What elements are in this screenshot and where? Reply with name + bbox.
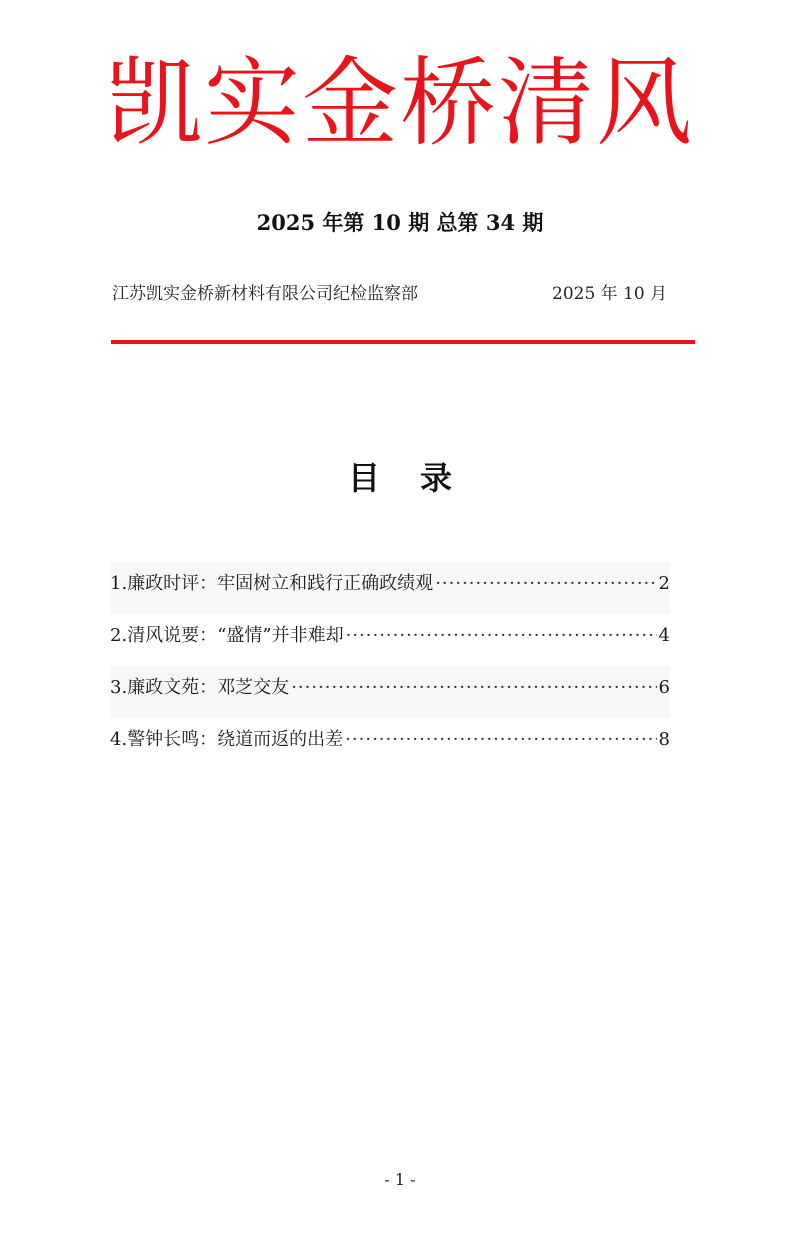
table-of-contents <box>110 562 670 770</box>
toc-heading-char-1: 目 <box>347 459 380 497</box>
toc-entry-number: 3. <box>110 677 128 698</box>
toc-entry-number: 4. <box>110 729 128 750</box>
toc-leader-dots <box>435 562 656 606</box>
toc-entry-2[interactable] <box>110 614 670 666</box>
page-number: - 1 - <box>384 1170 416 1189</box>
toc-entry-number: 2. <box>110 625 128 646</box>
toc-entry-section: 警钟长鸣： <box>127 729 218 750</box>
toc-entry-section: 廉政文苑： <box>127 677 218 698</box>
issue-number: 2025 年第 10 期 总第 34 期 <box>256 210 544 235</box>
toc-heading-char-2: 录 <box>420 459 453 497</box>
toc-entry-section: 清风说要： <box>127 625 218 646</box>
toc-entry-title: “盛情”并非难却 <box>217 625 344 646</box>
publication-date: 2025 年 10 月 <box>552 284 668 304</box>
toc-heading <box>0 456 800 500</box>
toc-entry-page: 6 <box>658 677 670 698</box>
toc-entry-1[interactable] <box>110 562 670 614</box>
toc-entry-page: 2 <box>658 573 670 594</box>
toc-entry-3[interactable] <box>110 666 670 718</box>
publisher-organization: 江苏凯实金桥新材料有限公司纪检监察部 <box>112 284 418 304</box>
toc-leader-dots <box>291 666 656 710</box>
toc-leader-dots <box>346 614 657 658</box>
publication-meta <box>112 280 692 308</box>
toc-entry-page: 4 <box>658 625 670 646</box>
toc-entry-section: 廉政时评： <box>127 573 218 594</box>
header-divider <box>111 340 695 344</box>
toc-entry-number: 1. <box>110 573 128 594</box>
toc-entry-title: 牢固树立和践行正确政绩观 <box>217 573 434 594</box>
toc-leader-dots <box>345 718 656 762</box>
toc-entry-4[interactable] <box>110 718 670 770</box>
toc-entry-title: 绕道而返的出差 <box>217 729 344 750</box>
toc-entry-title: 邓芝交友 <box>217 677 290 698</box>
toc-entry-page: 8 <box>658 729 670 750</box>
masthead-title: 凯实金桥清风 <box>106 47 694 159</box>
